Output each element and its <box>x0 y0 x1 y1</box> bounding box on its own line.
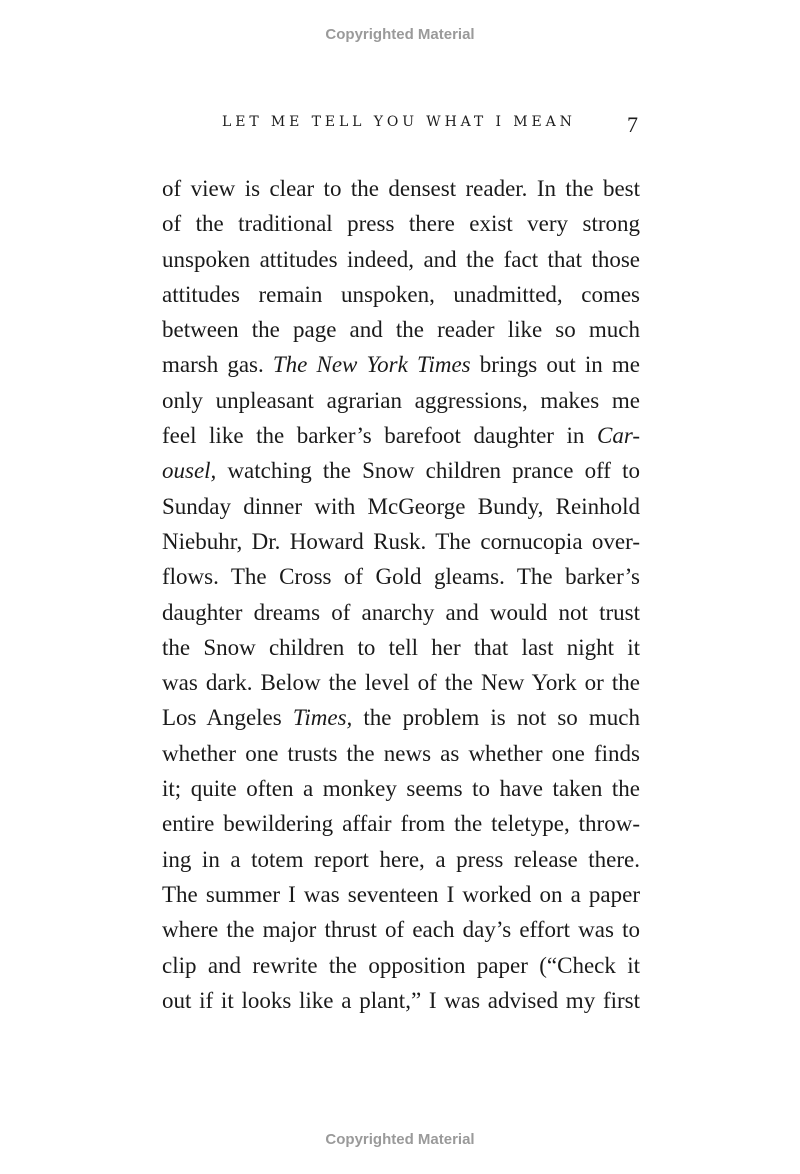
text-line: was dark. Below the level of the New York or the <box>162 670 640 696</box>
running-head <box>160 112 640 142</box>
text-line: of view is clear to the densest reader. In the best <box>162 176 640 201</box>
text-line: entire bewildering affair from the teletype, throw- <box>162 811 640 837</box>
text-line: the Snow children to tell her that last night it <box>162 634 640 660</box>
text-run: feel like the barker’s barefoot daughter in <box>162 423 597 449</box>
text-line <box>162 453 640 488</box>
italic-title: Car- <box>597 423 640 449</box>
copyright-watermark-bottom: Copyrighted Material <box>325 1131 475 1148</box>
text-line: unspoken attitudes indeed, and the fact that those <box>162 246 640 272</box>
text-run: Los Angeles <box>162 705 293 731</box>
text-line: flows. The Cross of Gold gleams. The barker’s <box>162 564 640 590</box>
text-line: it; quite often a monkey seems to have taken the <box>162 776 640 802</box>
text-line <box>162 418 640 453</box>
text-line: Niebuhr, Dr. Howard Rusk. The cornucopia over- <box>162 528 640 554</box>
italic-title: The New York Times <box>272 352 471 378</box>
text-run: marsh gas. <box>162 352 273 378</box>
page-number: 7 <box>627 112 638 137</box>
text-run: the problem is not so much <box>352 705 640 731</box>
running-title: LET ME TELL YOU WHAT I MEAN <box>222 114 576 130</box>
text-line: daughter dreams of anarchy and would not trust <box>162 599 640 625</box>
text-line <box>162 700 640 735</box>
text-line: clip and rewrite the opposition paper (“Check it <box>162 952 640 978</box>
text-line: attitudes remain unspoken, unadmitted, comes <box>162 281 640 307</box>
text-line: of the traditional press there exist very strong <box>162 211 640 237</box>
text-line: only unpleasant agrarian aggressions, makes me <box>162 387 640 413</box>
text-line: ing in a totem report here, a press release there. <box>162 846 640 872</box>
text-line: whether one trusts the news as whether one finds <box>162 740 640 766</box>
text-line: where the major thrust of each day’s effort was to <box>162 917 640 943</box>
text-line: Sunday dinner with McGeorge Bundy, Reinhold <box>162 493 640 519</box>
text-line: out if it looks like a plant,” I was advised my first <box>162 987 640 1013</box>
copyright-watermark-top: Copyrighted Material <box>325 26 475 43</box>
text-line: The summer I was seventeen I worked on a paper <box>162 881 640 907</box>
italic-title: Times, <box>292 705 353 731</box>
italic-title: ousel, <box>162 458 217 484</box>
body-text <box>162 171 640 1018</box>
text-line: between the page and the reader like so much <box>162 317 640 343</box>
text-run: watching the Snow children prance off to <box>216 458 640 484</box>
text-run: brings out in me <box>470 352 640 378</box>
text-line <box>162 347 640 382</box>
